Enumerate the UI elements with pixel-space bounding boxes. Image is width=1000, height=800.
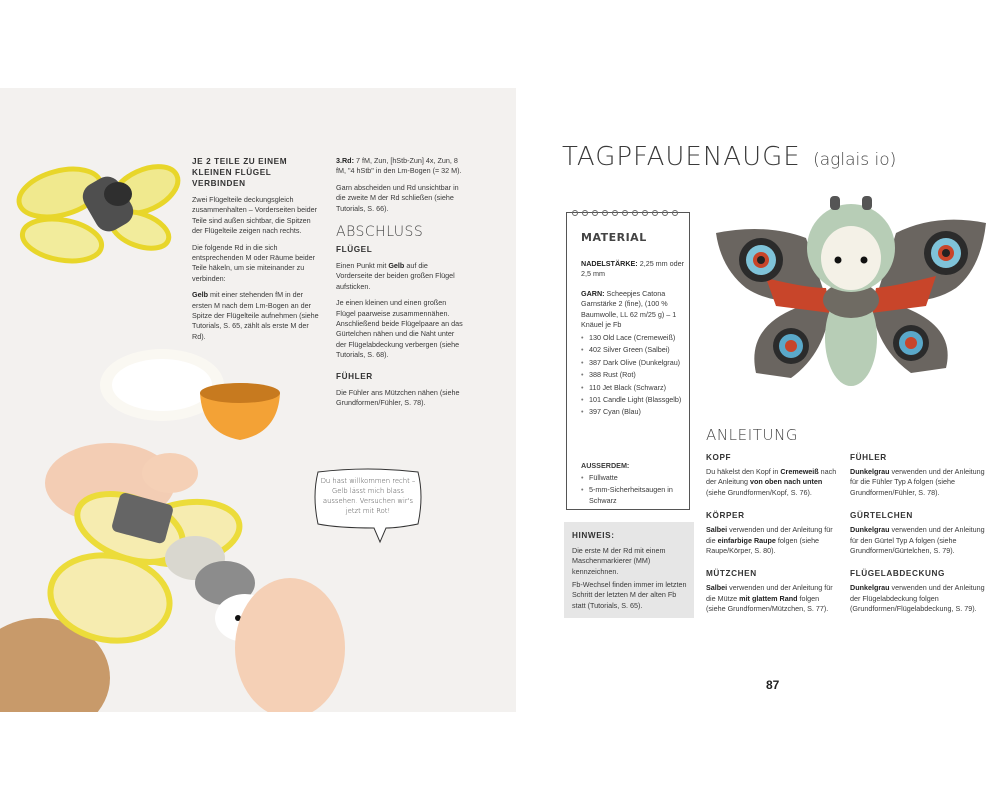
yarn-item: • 130 Old Lace (Cremeweiß) <box>581 333 685 343</box>
heading-fuehler-right: FÜHLER <box>850 453 887 462</box>
fuehler-color: Dunkelgrau <box>850 467 890 476</box>
paragraph-wings-3-text: mit einer stehenden fM in der ersten M nach dem Lm-Bogen an der Spitze der Flügelteile aufnehmen (siehe Tutorials, S. 65, zählt als erste M der Rd). <box>192 290 319 341</box>
speech-bubble-text: Du hast willkommen recht – Gelb lässt mich blass aussehen. Versuchen wir's jetzt mit Rot! <box>320 477 416 515</box>
fluegelabdeckung-paragraph <box>850 583 986 614</box>
page-number: 87 <box>766 678 780 692</box>
yarn-info <box>581 289 685 331</box>
guertelchen-color: Dunkelgrau <box>850 525 890 535</box>
hands-caterpillar-photo <box>0 418 360 712</box>
peacock-butterfly-photo <box>706 188 996 404</box>
yarn-item: • 397 Cyan (Blau) <box>581 407 685 417</box>
latin-name: (aglais io) <box>813 150 897 170</box>
heading-fluegel: FLÜGEL <box>336 245 373 255</box>
heading-koerper: KÖRPER <box>706 511 745 521</box>
yarn-item: • 110 Jet Black (Schwarz) <box>581 383 685 393</box>
hint-box <box>564 522 694 618</box>
bold-color-gelb: Gelb <box>192 290 208 300</box>
muetzchen-color: Salbei <box>706 583 728 593</box>
hint-paragraph-2: Fb-Wechsel finden immer im letzten Schritt der letzten M der alten Fb statt (Tutorials, S. 65). <box>572 580 687 610</box>
fluegel-paragraph-2: Je einen kleinen und einen großen Flügel paarweise zusammennähen. Anschließend beide Flügelpaare an das Gürtelchen nähen und die Naht unter der Flügelabdeckung verbergen (siehe Tutorials, S. 68). <box>336 298 463 360</box>
extras-label: AUSSERDEM: <box>581 461 630 470</box>
yarn-item: • 101 Candle Light (Blassgelb) <box>581 395 685 405</box>
kopf-color: Cremeweiß <box>780 467 819 476</box>
title-row <box>562 142 896 172</box>
heading-guertelchen: GÜRTELCHEN <box>850 511 913 521</box>
koerper-text-b: verwenden und der Anleitung für die <box>706 525 833 545</box>
instructions-column-1 <box>706 452 838 615</box>
heading-kopf: KOPF <box>706 453 732 462</box>
kopf-text-a: Du häkelst den Kopf in <box>706 467 781 476</box>
section-abschluss: ABSCHLUSS <box>336 224 424 241</box>
extras-list <box>581 473 685 506</box>
koerper-paragraph <box>706 525 838 556</box>
paragraph-wings-1: Zwei Flügelteile deckungsgleich zusammenhalten – Vorderseiten beider Teile sind außen sichtbar, die Spitzen der Flügelteile zeigen nach rechts. <box>192 195 318 236</box>
muetzchen-text-b: verwenden und der Anleitung für die Mütze <box>706 583 833 603</box>
round-3-instructions: 7 fM, Zun, [hStb-Zun] 4x, Zun, 8 fM, "4 hStb" in den Lm-Bogen (= 32 M). <box>336 156 462 176</box>
fluegel-p1-bold: Gelb <box>388 261 405 271</box>
extra-item: • Füllwatte <box>581 473 685 483</box>
fuehler-left-paragraph: Die Fühler ans Mützchen nähen (siehe Grundformen/Fühler, S. 78). <box>336 387 460 408</box>
page-title: TAGPFAUENAUGE <box>562 142 801 172</box>
guertelchen-paragraph <box>850 525 986 556</box>
hint-paragraph-1: Die erste M der Rd mit einem Maschenmarkierer (MM) kennzeichnen. <box>572 546 666 576</box>
heading-wings-join: JE 2 TEILE ZU EINEM KLEINEN FLÜGEL VERBINDEN <box>192 157 288 188</box>
fuehler-text-b: verwenden und der Anleitung für die Fühler Typ A folgen (siehe Grundformen/Fühler, S. 78). <box>850 467 985 497</box>
kopf-text-c: nach der Anleitung <box>706 467 837 487</box>
muetzchen-style: mit glattem Rand <box>739 593 798 603</box>
spiral-binding-icon <box>567 209 689 217</box>
yarn-value: Scheepjes Catona Garnstärke 2 (fine), (100 % Baumwolle, LL 62 m/25 g) – 1 Knäuel je Fb <box>581 289 677 330</box>
muetzchen-paragraph <box>706 583 838 614</box>
material-box <box>566 212 690 510</box>
kopf-paragraph <box>706 467 838 498</box>
small-butterfly-photo <box>0 158 190 288</box>
needle-value: 2,25 mm oder 2,5 mm <box>581 259 685 279</box>
yarn-color-list <box>581 333 685 420</box>
muetzchen-text-d: folgen (siehe Grundformen/Mützchen, S. 77). <box>706 593 829 614</box>
yarn-label: GARN: <box>581 289 605 298</box>
heading-fluegelabdeckung: FLÜGELABDECKUNG <box>850 569 945 579</box>
needle-label: NADELSTÄRKE: <box>581 259 638 268</box>
hint-heading: HINWEIS: <box>572 531 615 540</box>
right-page <box>516 88 1000 712</box>
instructions-heading: ANLEITUNG <box>706 426 799 444</box>
guertelchen-text-b: verwenden und der Anleitung für den Gürtel Typ A folgen (siehe Grundformen/Gürtelchen, S. 79). <box>850 525 985 556</box>
close-round-text: Garn abscheiden und Rd unsichtbar in die zweite M der Rd schließen (siehe Tutorials, S. 66). <box>336 182 459 213</box>
heading-fuehler-left: FÜHLER <box>336 371 373 381</box>
kopf-direction: von oben nach unten <box>749 477 823 487</box>
left-column-1 <box>192 156 320 342</box>
extra-item: • 5-mm-Sicherheitsaugen in Schwarz <box>581 485 685 506</box>
koerper-style: einfarbige Raupe <box>717 535 776 545</box>
fluegelabdeckung-text-b: verwenden und der Anleitung der Flügelabdeckung folgen (Grundformen/Flügelabdeckung, S. 79). <box>850 583 985 614</box>
yarn-item: • 388 Rust (Rot) <box>581 370 685 380</box>
paragraph-wings-2: Die folgende Rd in die sich entsprechenden M oder Räume beider Teile häkeln, um sie miteinander zu verbinden: <box>192 242 316 283</box>
koerper-text-d: folgen (siehe Raupe/Körper, S. 80). <box>706 535 820 556</box>
paragraph-wings-3 <box>192 290 320 342</box>
kopf-text-e: (siehe Grundformen/Kopf, S. 76). <box>706 487 812 497</box>
left-page <box>0 88 516 712</box>
round-3-label: 3.Rd: <box>336 156 354 165</box>
heading-muetzchen: MÜTZCHEN <box>706 569 757 579</box>
left-column-2 <box>336 156 466 409</box>
fluegel-p1-c: auf die Vorderseite der beiden großen Flügel aufsticken. <box>336 261 455 291</box>
yarn-item: • 402 Silver Green (Salbei) <box>581 345 685 355</box>
fluegel-p1-a: Einen Punkt mit <box>336 261 389 271</box>
fuehler-right-paragraph <box>850 467 986 498</box>
book-spread <box>0 88 1000 712</box>
koerper-color: Salbei <box>706 525 728 535</box>
instructions-column-2 <box>850 452 986 615</box>
fluegel-paragraph-1 <box>336 261 466 292</box>
yarn-item: • 387 Dark Olive (Dunkelgrau) <box>581 358 685 368</box>
needle-size <box>581 259 685 280</box>
fluegelabdeckung-color: Dunkelgrau <box>850 583 890 593</box>
round-3-text <box>336 156 466 177</box>
material-heading: MATERIAL <box>581 231 647 244</box>
